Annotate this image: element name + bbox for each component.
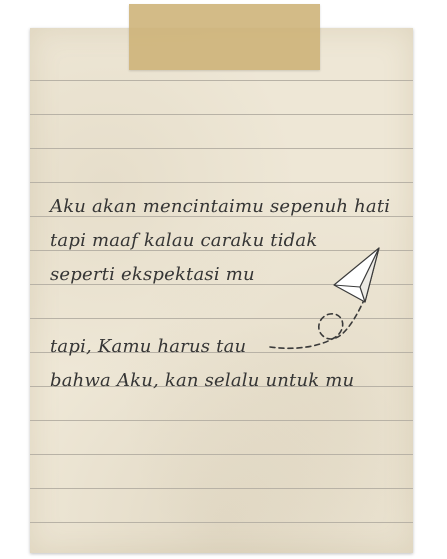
- ruled-line: [30, 148, 413, 149]
- ruled-line: [30, 420, 413, 421]
- poem-line-3: seperti ekspektasi mu: [50, 264, 255, 285]
- poem-line-1: Aku akan mencintaimu sepenuh hati: [50, 196, 391, 217]
- poem-line-4: tapi, Kamu harus tau: [50, 336, 247, 357]
- masking-tape: [129, 4, 320, 70]
- poem-line-5: bahwa Aku, kan selalu untuk mu: [50, 370, 355, 391]
- ruled-line: [30, 522, 413, 523]
- poem-line-2: tapi maaf kalau caraku tidak: [50, 230, 318, 251]
- ruled-line: [30, 114, 413, 115]
- ruled-line: [30, 80, 413, 81]
- ruled-line: [30, 182, 413, 183]
- paper-plane-icon: [262, 240, 392, 360]
- ruled-line: [30, 488, 413, 489]
- ruled-line: [30, 454, 413, 455]
